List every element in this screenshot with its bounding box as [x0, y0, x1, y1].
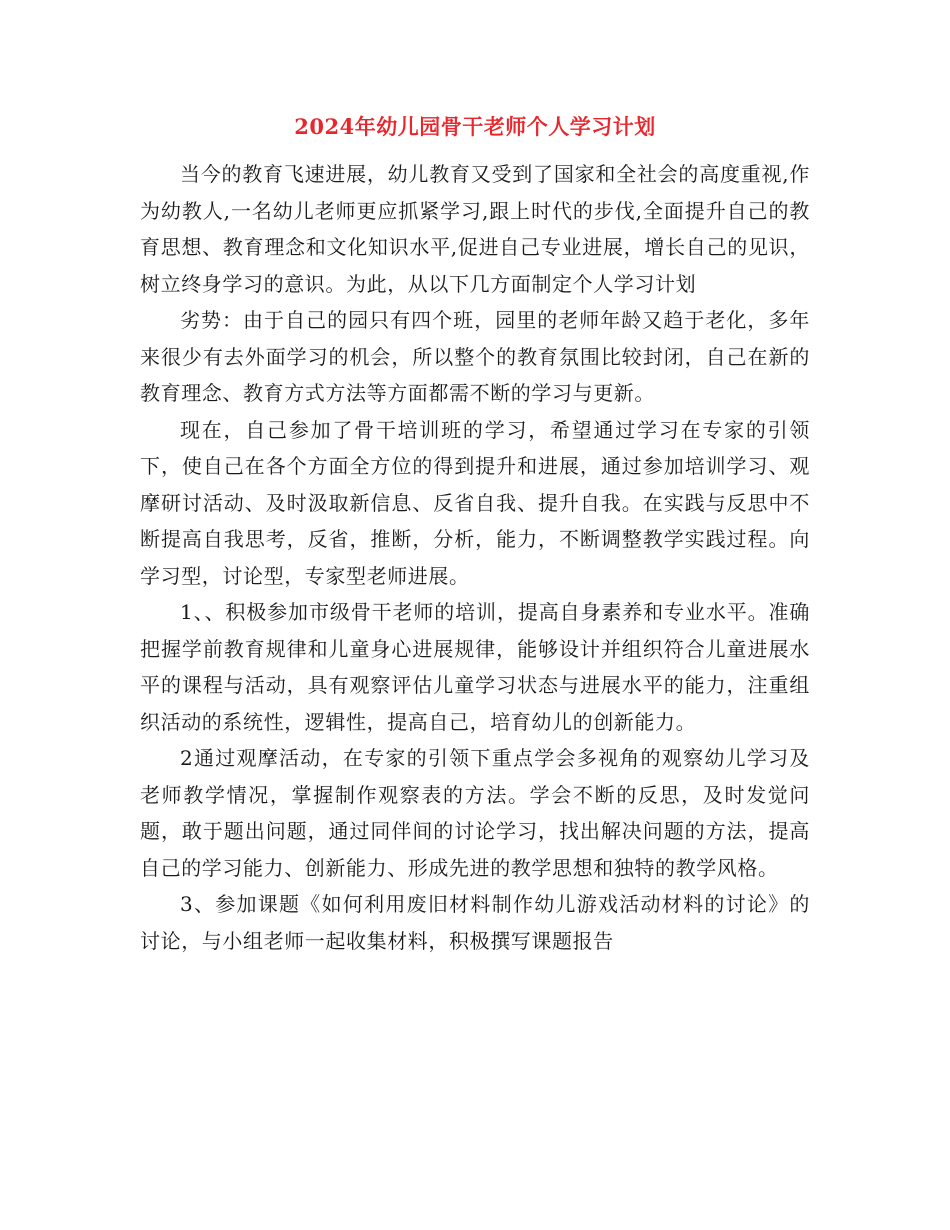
paragraph-item-1: 1、、积极参加市级骨干老师的培训，提高自身素养和专业水平。准确把握学前教育规律和儿童身心进展规律，能够设计并组织符合儿童进展水平的课程与活动，具有观察评估儿童学习状态与进展水平的能力，注重组织活动的系统性，逻辑性，提高自己，培育幼儿的创新能力。 — [140, 600, 810, 734]
document-title: 2024年幼儿园骨干老师个人学习计划 — [294, 114, 656, 139]
paragraph-weakness: 劣势：由于自己的园只有四个班，园里的老师年龄又趋于老化，多年来很少有去外面学习的机会，所以整个的教育氛围比较封闭，自己在新的教育理念、教育方式方法等方面都需不断的学习与更新。 — [140, 308, 810, 405]
paragraph-intro: 当今的教育飞速进展，幼儿教育又受到了国家和全社会的高度重视,作为幼教人,一名幼儿老师更应抓紧学习,跟上时代的步伐,全面提升自己的教育思想、教育理念和文化知识水平,促进自己专业进展，增长自己的见识，树立终身学习的意识。为此，从以下几方面制定个人学习计划 — [140, 162, 810, 296]
paragraph-current: 现在，自己参加了骨干培训班的学习，希望通过学习在专家的引领下，使自己在各个方面全方位的得到提升和进展，通过参加培训学习、观摩研讨活动、及时汲取新信息、反省自我、提升自我。在实践与反思中不断提高自我思考，反省，推断，分析，能力，不断调整教学实践过程。向学习型，讨论型，专家型老师进展。 — [140, 417, 810, 588]
document-body — [140, 156, 810, 959]
paragraph-item-3: 3、参加课题《如何利用废旧材料制作幼儿游戏活动材料的讨论》的讨论，与小组老师一起收集材料，积极撰写课题报告 — [140, 892, 810, 953]
paragraph-item-2: 2通过观摩活动，在专家的引领下重点学会多视角的观察幼儿学习及老师教学情况，掌握制作观察表的方法。学会不断的反思，及时发觉问题，敢于题出问题，通过同伴间的讨论学习，找出解决问题的方法，提高自己的学习能力、创新能力、形成先进的教学思想和独特的教学风格。 — [140, 746, 810, 880]
